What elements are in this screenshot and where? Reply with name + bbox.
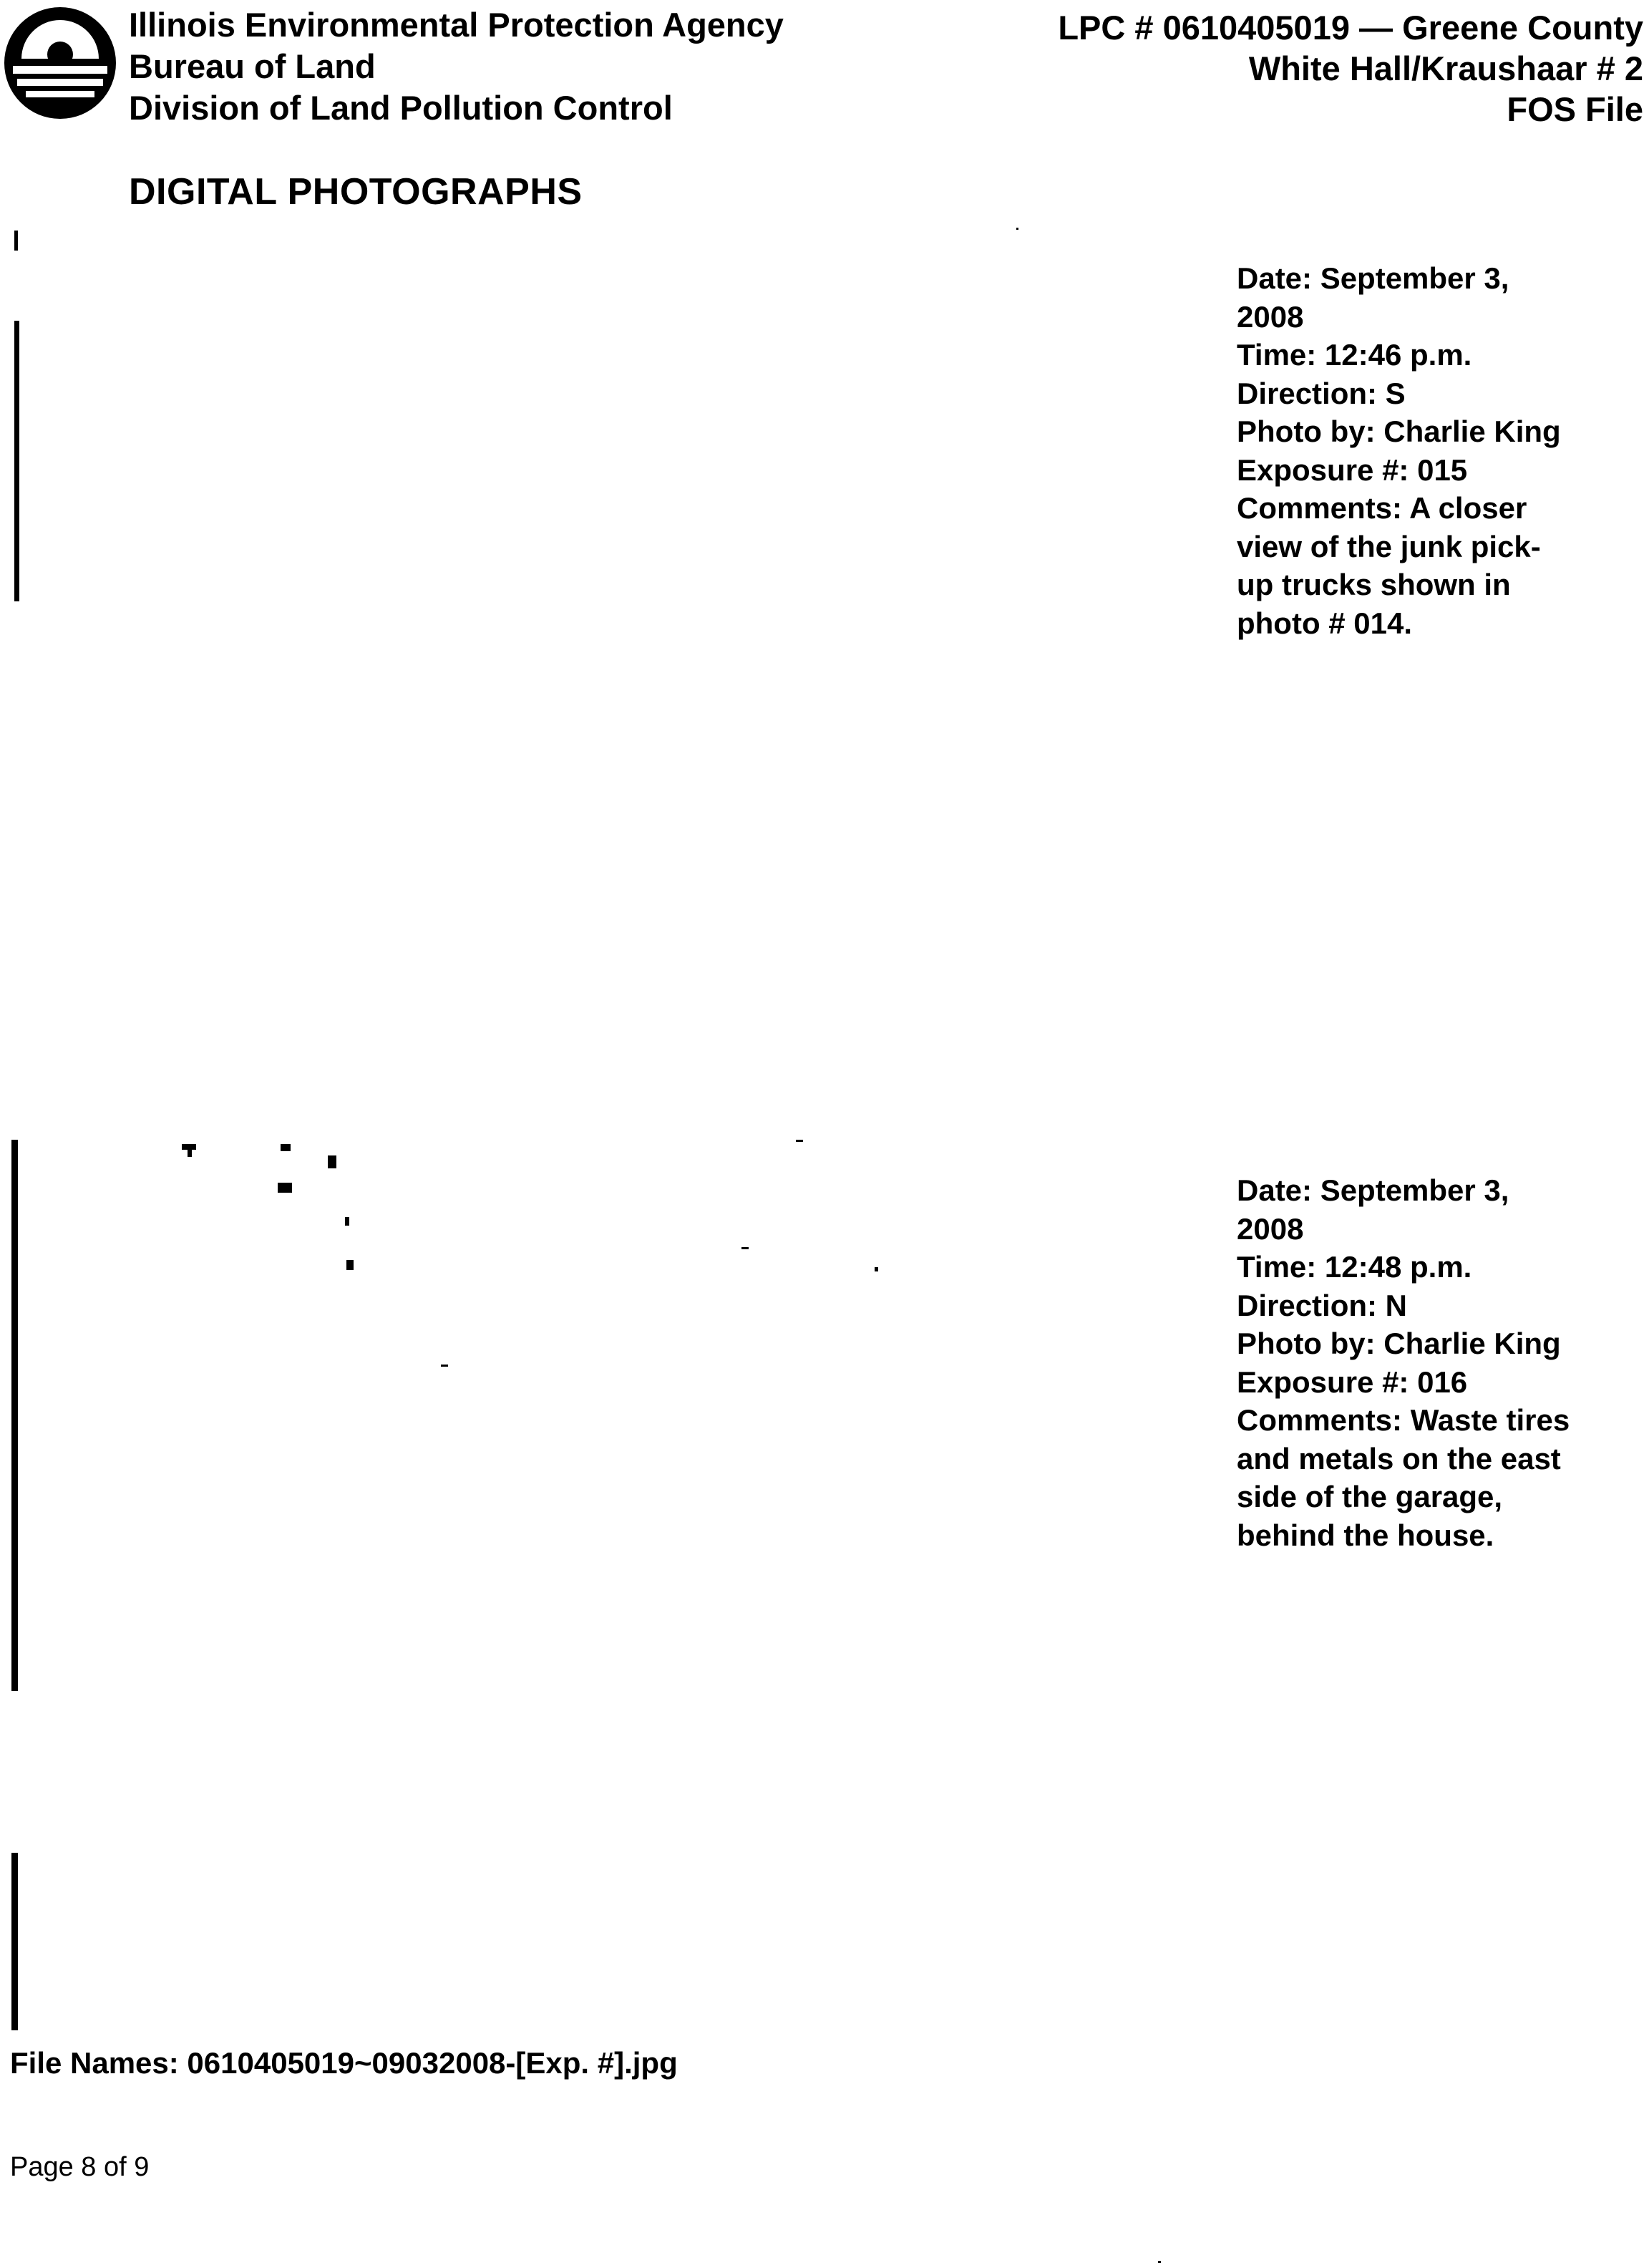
- agency-block: [129, 4, 784, 129]
- scan-artifact: [741, 1247, 749, 1249]
- scan-artifact: [345, 1217, 349, 1226]
- photo-frame-edge: [14, 321, 19, 601]
- caption-line: view of the junk pick-: [1237, 529, 1541, 563]
- bureau-name: Bureau of Land: [129, 47, 376, 85]
- page-title: DIGITAL PHOTOGRAPHS: [129, 171, 583, 213]
- caption-line: Comments: Waste tires: [1237, 1403, 1570, 1437]
- scan-artifact: [188, 1148, 192, 1157]
- caption-line: Photo by: Charlie King: [1237, 1327, 1561, 1360]
- scan-artifact: [796, 1140, 803, 1142]
- caption-line: Time: 12:48 p.m.: [1237, 1250, 1472, 1284]
- illinois-epa-logo-icon: [3, 6, 117, 120]
- caption-line: Direction: N: [1237, 1288, 1408, 1322]
- caption-line: up trucks shown in: [1237, 568, 1511, 601]
- photo-frame-edge: [11, 1853, 18, 2030]
- photo-frame-edge: [11, 1140, 18, 1691]
- scan-artifact: [441, 1365, 448, 1367]
- scan-artifact: [346, 1260, 354, 1270]
- scan-artifact: [281, 1144, 291, 1151]
- caption-line: 2008: [1237, 1211, 1304, 1246]
- site-name: White Hall/Kraushaar # 2: [1248, 49, 1643, 87]
- division-name: Division of Land Pollution Control: [129, 89, 673, 127]
- caption-line: side of the garage,: [1237, 1480, 1503, 1513]
- caption-line: Date: September 3,: [1237, 261, 1509, 295]
- photo-frame-edge: [14, 231, 18, 251]
- page-number: Page 8 of 9: [10, 2152, 150, 2182]
- case-block: [1058, 7, 1643, 130]
- caption-line: and metals on the east: [1237, 1441, 1561, 1475]
- caption-line: Exposure #: 015: [1237, 452, 1468, 487]
- scan-artifact: [1016, 228, 1018, 230]
- file-names: File Names: 0610405019~09032008-[Exp. #].jpg: [10, 2046, 678, 2080]
- scan-artifact: [875, 1267, 878, 1271]
- scan-artifact: [1158, 2261, 1161, 2263]
- caption-line: photo # 014.: [1237, 606, 1413, 640]
- scan-artifact: [328, 1155, 336, 1168]
- agency-name: Illinois Environmental Protection Agency: [129, 6, 784, 44]
- caption-line: Exposure #: 016: [1237, 1365, 1468, 1399]
- caption-line: Direction: S: [1237, 376, 1406, 410]
- caption-line: Date: September 3,: [1237, 1173, 1509, 1207]
- caption-line: 2008: [1237, 299, 1304, 334]
- lpc-number: LPC # 0610405019 — Greene County: [1058, 9, 1643, 47]
- photo-caption-016: [1237, 1171, 1638, 1554]
- photo-caption-015: [1237, 259, 1638, 642]
- scan-artifact: [278, 1183, 292, 1193]
- caption-line: behind the house.: [1237, 1518, 1494, 1552]
- caption-line: Comments: A closer: [1237, 491, 1527, 525]
- caption-line: Photo by: Charlie King: [1237, 415, 1561, 448]
- file-type: FOS File: [1507, 90, 1643, 128]
- caption-line: Time: 12:46 p.m.: [1237, 338, 1472, 372]
